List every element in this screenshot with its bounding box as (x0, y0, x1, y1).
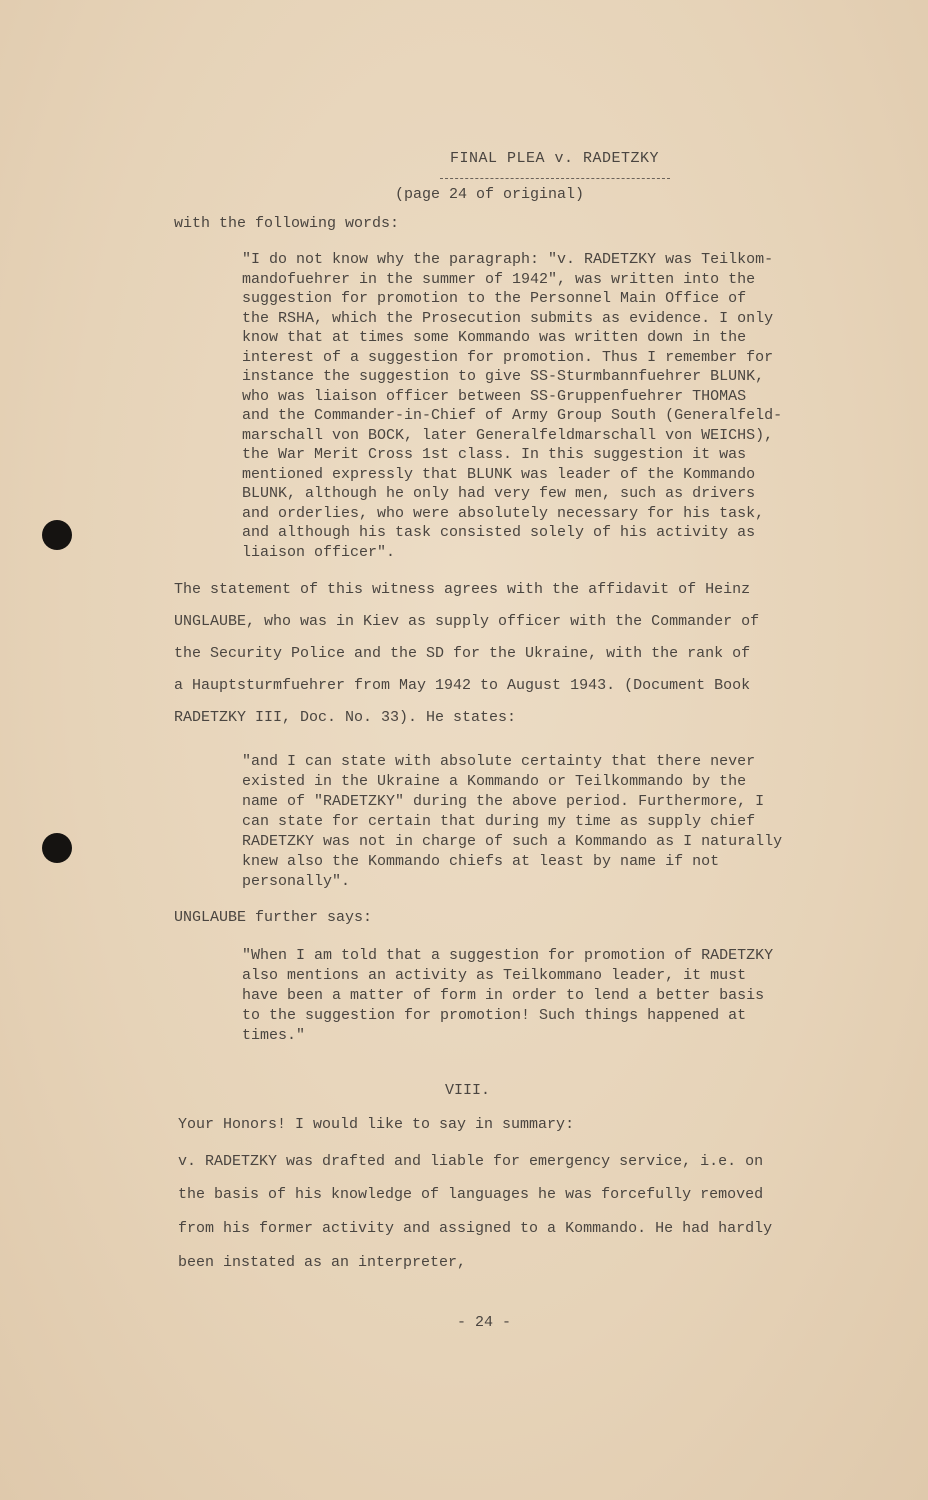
quote2-line: personally". (242, 873, 351, 890)
quote2-line: knew also the Kommando chiefs at least by name if not (242, 853, 720, 870)
para4-line: the basis of his knowledge of languages he was forcefully removed (178, 1186, 764, 1203)
quote1-line: and the Commander-in-Chief of Army Group South (Generalfeld- (242, 407, 783, 424)
punch-hole-upper (42, 520, 72, 550)
quote1-line: marschall von BOCK, later Generalfeldmarschall von WEICHS), (242, 426, 774, 444)
quote1-line: the RSHA, which the Prosecution submits as evidence. I only (242, 309, 774, 327)
para1-line: The statement of this witness agrees with the affidavit of Heinz (174, 581, 751, 598)
section-heading: VIII. (445, 1082, 491, 1099)
quote3-line: have been a matter of form in order to lend a better basis (242, 987, 765, 1004)
quote3-line: times." (242, 1027, 306, 1044)
punch-hole-lower (42, 833, 72, 863)
quote1-line: mentioned expressly that BLUNK was leader of the Kommando (242, 465, 756, 483)
page-subtitle: (page 24 of original) (395, 186, 585, 203)
para2-line: UNGLAUBE further says: (174, 909, 373, 926)
quote1-line: the War Merit Cross 1st class. In this suggestion it was (242, 446, 747, 463)
para4-line: been instated as an interpreter, (178, 1254, 467, 1271)
quote1-line: mandofuehrer in the summer of 1942", was written into the (242, 270, 756, 288)
quote1-line: "I do not know why the paragraph: "v. RADETZKY was Teilkom- (242, 251, 774, 268)
para3-line: Your Honors! I would like to say in summary: (178, 1116, 575, 1133)
quote1-line: and orderlies, who were absolutely necessary for his task, (242, 504, 765, 522)
quote1-line: and although his task consisted solely of his activity as (242, 524, 756, 541)
quote2-line: can state for certain that during my time as supply chief (242, 813, 756, 830)
page-number: - 24 - (457, 1314, 512, 1331)
quote1-line: who was liaison officer between SS-Gruppenfuehrer THOMAS (242, 387, 747, 405)
quote3-line: also mentions an activity as Teilkommano leader, it must (242, 967, 747, 984)
quote2-line: RADETZKY was not in charge of such a Kommando as I naturally (242, 833, 783, 850)
quote2-line: "and I can state with absolute certainty that there never (242, 753, 756, 770)
page-title: FINAL PLEA v. RADETZKY (450, 150, 660, 167)
quote3-line: to the suggestion for promotion! Such things happened at (242, 1007, 747, 1024)
quote3-line: "When I am told that a suggestion for promotion of RADETZKY (242, 947, 774, 964)
para1-line: RADETZKY III, Doc. No. 33). He states: (174, 709, 517, 726)
para4-line: from his former activity and assigned to a Kommando. He had hardly (178, 1220, 773, 1237)
title-underline (440, 178, 670, 179)
quote1-line: instance the suggestion to give SS-Sturmbannfuehrer BLUNK, (242, 368, 765, 385)
para4-line: v. RADETZKY was drafted and liable for emergency service, i.e. on (178, 1153, 764, 1170)
quote2-line: name of "RADETZKY" during the above period. Furthermore, I (242, 793, 765, 810)
quote2-line: existed in the Ukraine a Kommando or Teilkommando by the (242, 773, 747, 790)
intro-line: with the following words: (174, 215, 400, 232)
quote1-line: interest of a suggestion for promotion. Thus I remember for (242, 348, 774, 366)
quote1-line: suggestion for promotion to the Personnel Main Office of (242, 290, 747, 307)
para1-line: a Hauptsturmfuehrer from May 1942 to August 1943. (Document Book (174, 677, 751, 694)
quote1-line: liaison officer". (242, 543, 396, 561)
quote1-line: BLUNK, although he only had very few men, such as drivers (242, 485, 756, 502)
para1-line: the Security Police and the SD for the Ukraine, with the rank of (174, 645, 751, 662)
para1-line: UNGLAUBE, who was in Kiev as supply officer with the Commander of (174, 613, 760, 630)
quote1-line: know that at times some Kommando was written down in the (242, 329, 747, 346)
